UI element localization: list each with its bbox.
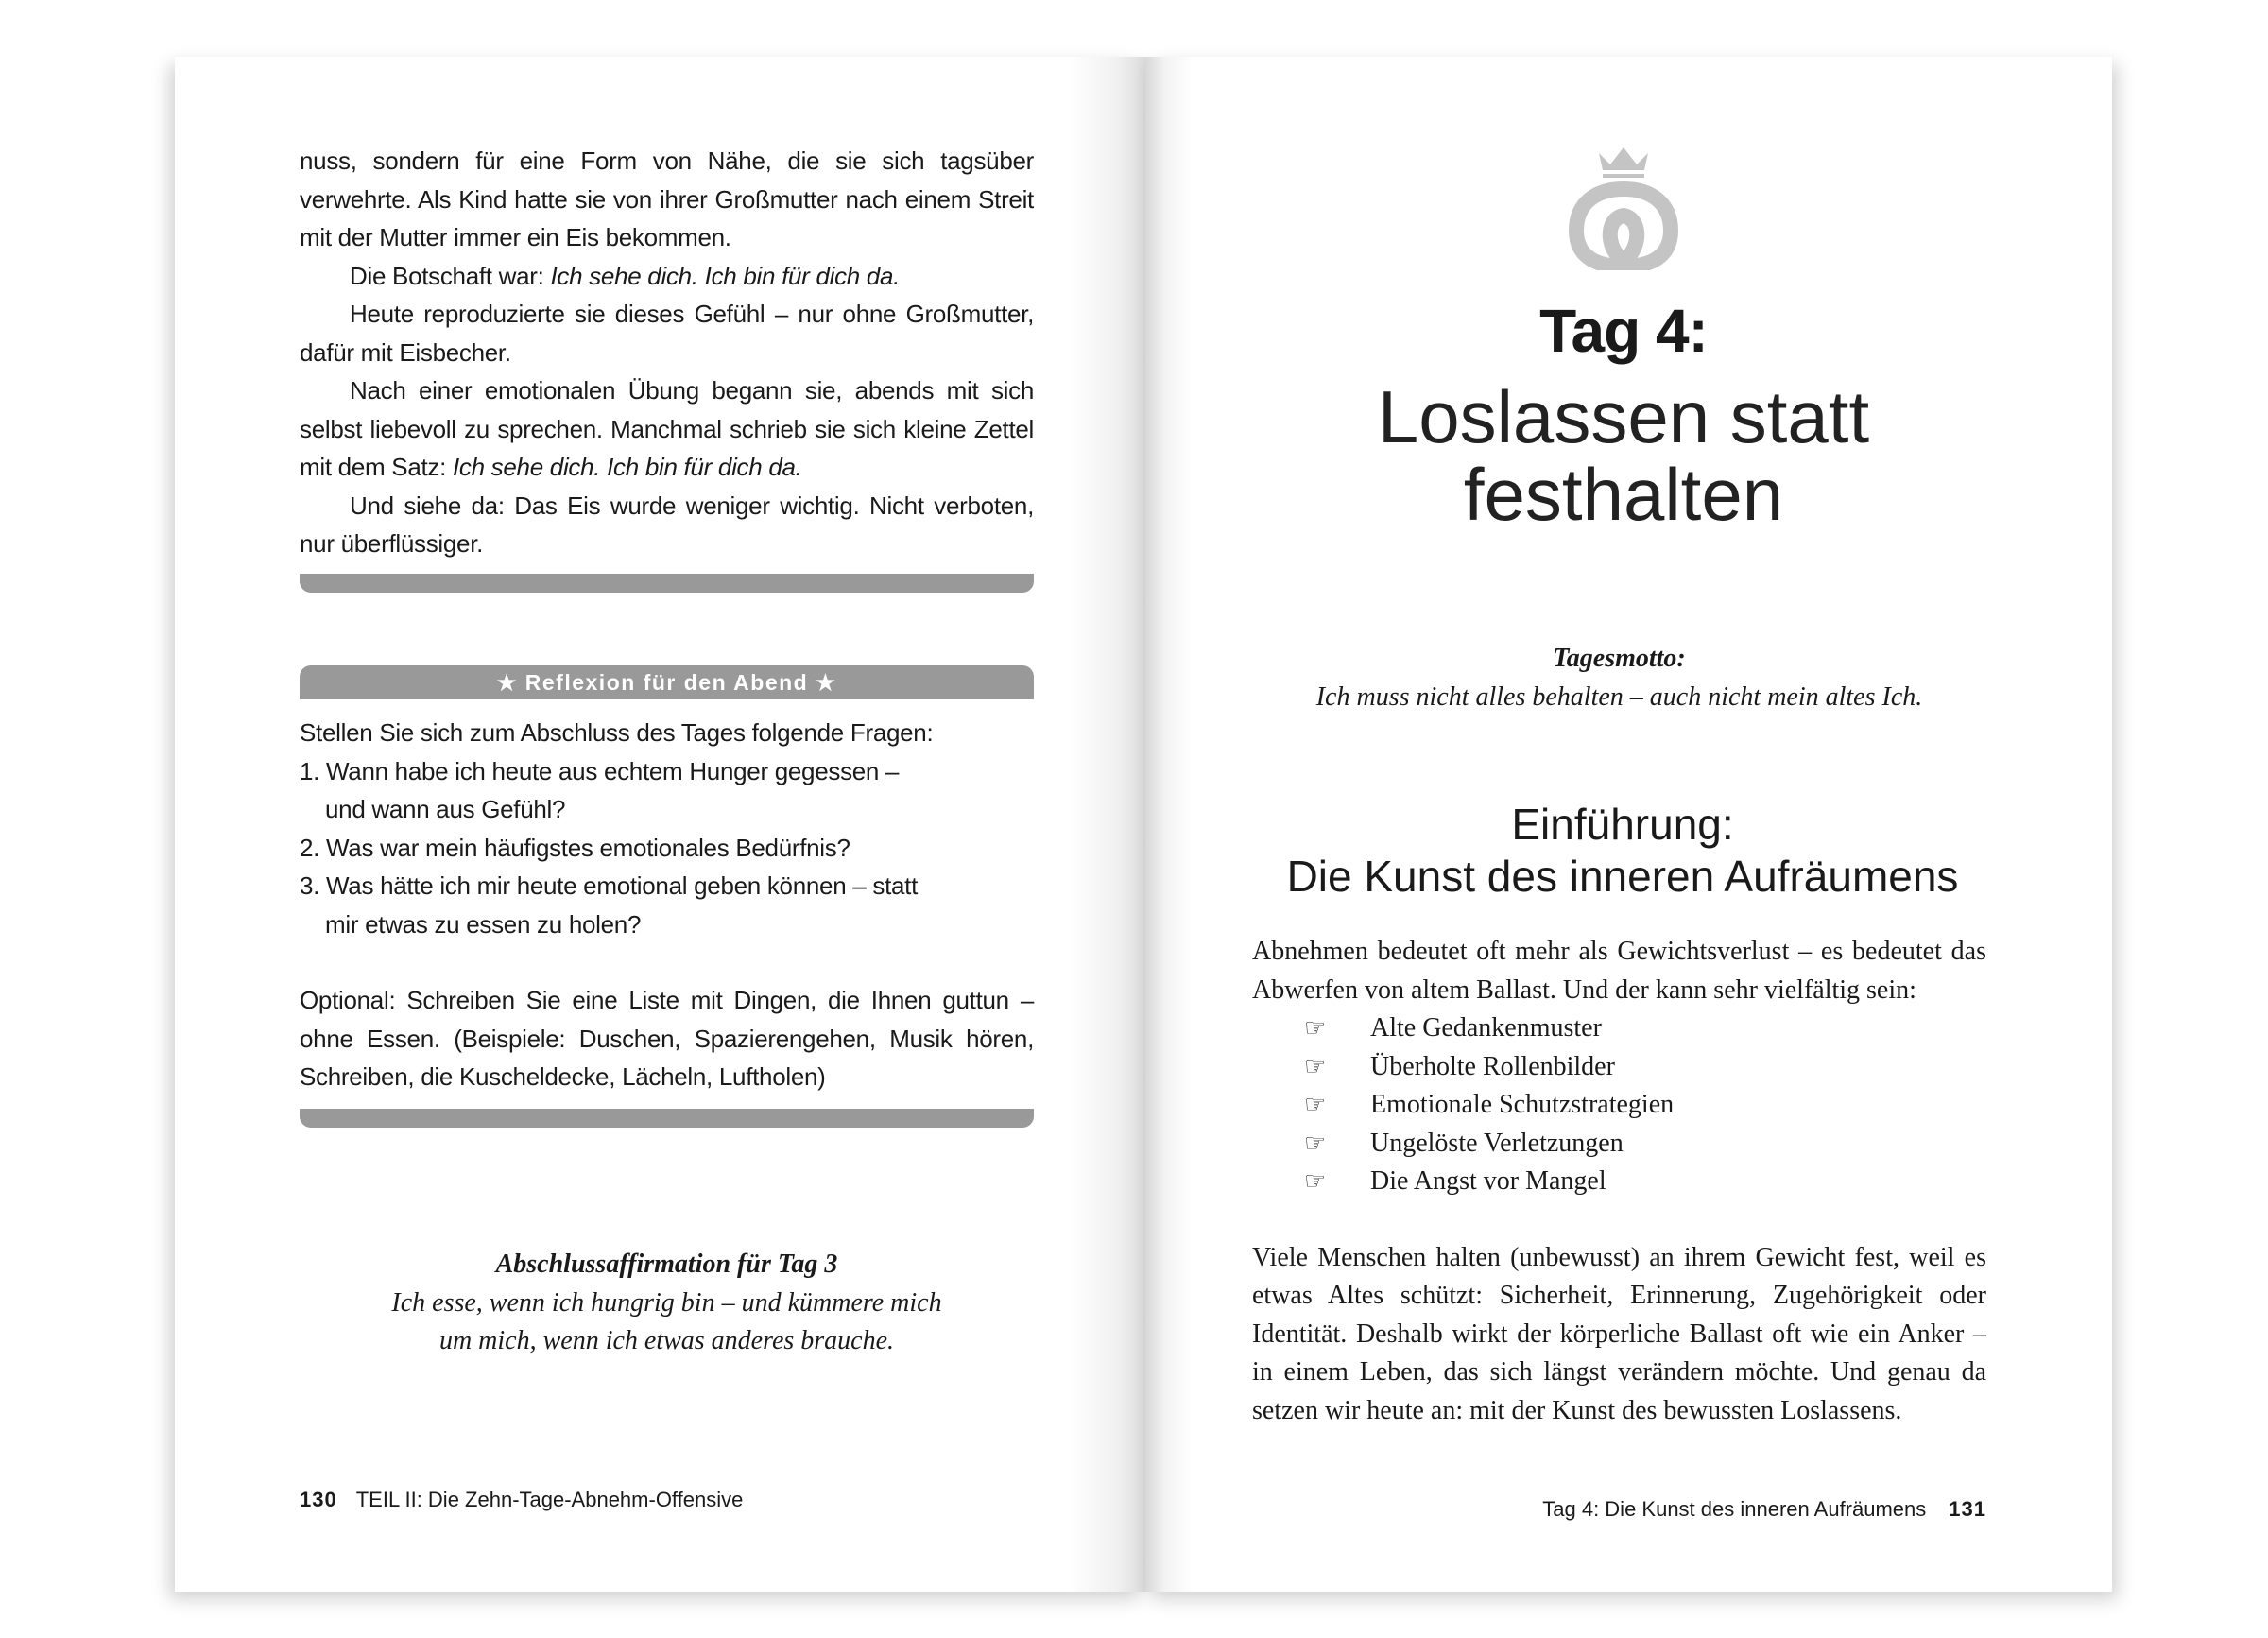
daily-motto [1252,640,1986,716]
list-item [1304,1009,1986,1048]
page-footer [300,1486,743,1514]
pointing-hand-icon: ☞ [1304,1167,1327,1195]
list-item [1304,1125,1986,1164]
text: Nach einer emotionalen Übung begann sie, abends mit sich selbst liebevoll zu sprechen. Manchmal schrieb sie sich kleine Zettel mit dem Satz: [300,376,1034,481]
paragraph [300,371,1034,487]
body-text [300,142,1034,563]
chapter-day: Tag 4: [1539,297,1708,365]
italic-quote: Ich sehe dich. Ich bin für dich da. [550,261,901,290]
list-item-text: Die Angst vor Mangel [1370,1166,1606,1196]
affirmation-title: Abschlussaffirmation für Tag 3 [495,1250,838,1279]
section-subtitle: Die Kunst des inneren Aufräumens [1286,852,1959,901]
paragraph: Abnehmen bedeutet oft mehr als Gewichtsverlust – es bedeutet das Abwerfen von altem Ballast. Und der kann sehr vielfältig sein: [1252,937,1986,1005]
divider-bar [300,1109,1034,1128]
pointing-hand-icon: ☞ [1304,1014,1327,1042]
ballast-list [1252,1009,1986,1201]
chapter-heading [1145,293,2102,536]
crown-pretzel-logo-icon [1569,146,1678,270]
page-footer [1542,1495,1986,1524]
motto-label: Tagesmotto: [1553,644,1686,673]
text: Die Botschaft war: [350,261,551,290]
chapter-title: festhalten [1463,453,1784,536]
right-page [1145,57,2112,1592]
motto-text: Ich muss nicht alles behalten – auch nicht mein altes Ich. [1315,681,1923,712]
paragraph: Und siehe da: Das Eis wurde weniger wichtig. Nicht verboten, nur überflüssiger. [300,491,1034,558]
list-item-text: Emotionale Schutzstrategien [1370,1090,1675,1119]
list-item-text: Alte Gedankenmuster [1370,1013,1602,1043]
pointing-hand-icon: ☞ [1304,1091,1327,1118]
pointing-hand-icon: ☞ [1304,1129,1327,1157]
question: 1. Wann habe ich heute aus echtem Hunger gegessen – und wann aus Gefühl? [300,756,900,823]
section-title: Einführung: [1511,800,1734,849]
question: 3. Was hätte ich mir heute emotional geben können – statt mir etwas zu essen zu holen? [300,871,919,939]
paragraph [300,257,1034,296]
running-title: Tag 4: Die Kunst des inneren Aufräumens [1542,1497,1927,1521]
chapter-title: Loslassen statt [1377,375,1870,458]
reflection-box [300,714,1034,1096]
list-item [1304,1163,1986,1201]
running-title: TEIL II: Die Zehn-Tage-Abnehm-Offensive [355,1488,744,1511]
question: 2. Was war mein häufigstes emotionales Bedürfnis? [300,833,850,862]
page-number: 131 [1949,1497,1986,1521]
affirmation-line: Ich esse, wenn ich hungrig bin – und kümmere mich [391,1287,942,1318]
paragraph: nuss, sondern für eine Form von Nähe, die sie sich tagsüber verwehrte. Als Kind hatte sie von ihrer Großmutter nach einem Streit mit der Mutter immer ein Eis bekommen. [300,147,1034,251]
affirmation [300,1246,1034,1361]
pointing-hand-icon: ☞ [1304,1052,1327,1080]
section-heading [1202,799,2043,903]
reflection-box-header: ★ Reflexion für den Abend ★ [300,665,1034,699]
affirmation-line: um mich, wenn ich etwas anderes brauche. [438,1326,895,1355]
left-page [175,57,1145,1592]
list-item [1304,1086,1986,1125]
list-item [1304,1048,1986,1087]
italic-quote: Ich sehe dich. Ich bin für dich da. [452,453,802,481]
paragraph: Heute reproduzierte sie dieses Gefühl – nur ohne Großmutter, dafür mit Eisbecher. [300,300,1034,367]
paragraph: Viele Menschen halten (unbewusst) an ihrem Gewicht fest, weil es etwas Altes schützt: Sicherheit, Erinnerung, Zugehörigkeit oder Identität. Deshalb wirkt der körperliche Ballast oft wie ein Anker – in einem Leben, das sich längst verändern möchte. Und genau da setzen wir heute an: mit der Kunst des bewussten Loslassens. [1252,1242,1986,1425]
list-item-text: Ungelöste Verletzungen [1370,1128,1624,1158]
page-number: 130 [300,1488,337,1511]
divider-bar [300,574,1034,593]
list-item-text: Überholte Rollenbilder [1370,1051,1615,1081]
box-intro: Stellen Sie sich zum Abschluss des Tages folgende Fragen: [300,718,934,747]
optional-text: Optional: Schreiben Sie eine Liste mit Dingen, die Ihnen guttun – ohne Essen. (Beispiele: Duschen, Spazierengehen, Musik hören, Schreiben, die Kuscheldecke, Lächeln, Luftholen) [300,986,1034,1091]
body-text [1252,933,1986,1430]
